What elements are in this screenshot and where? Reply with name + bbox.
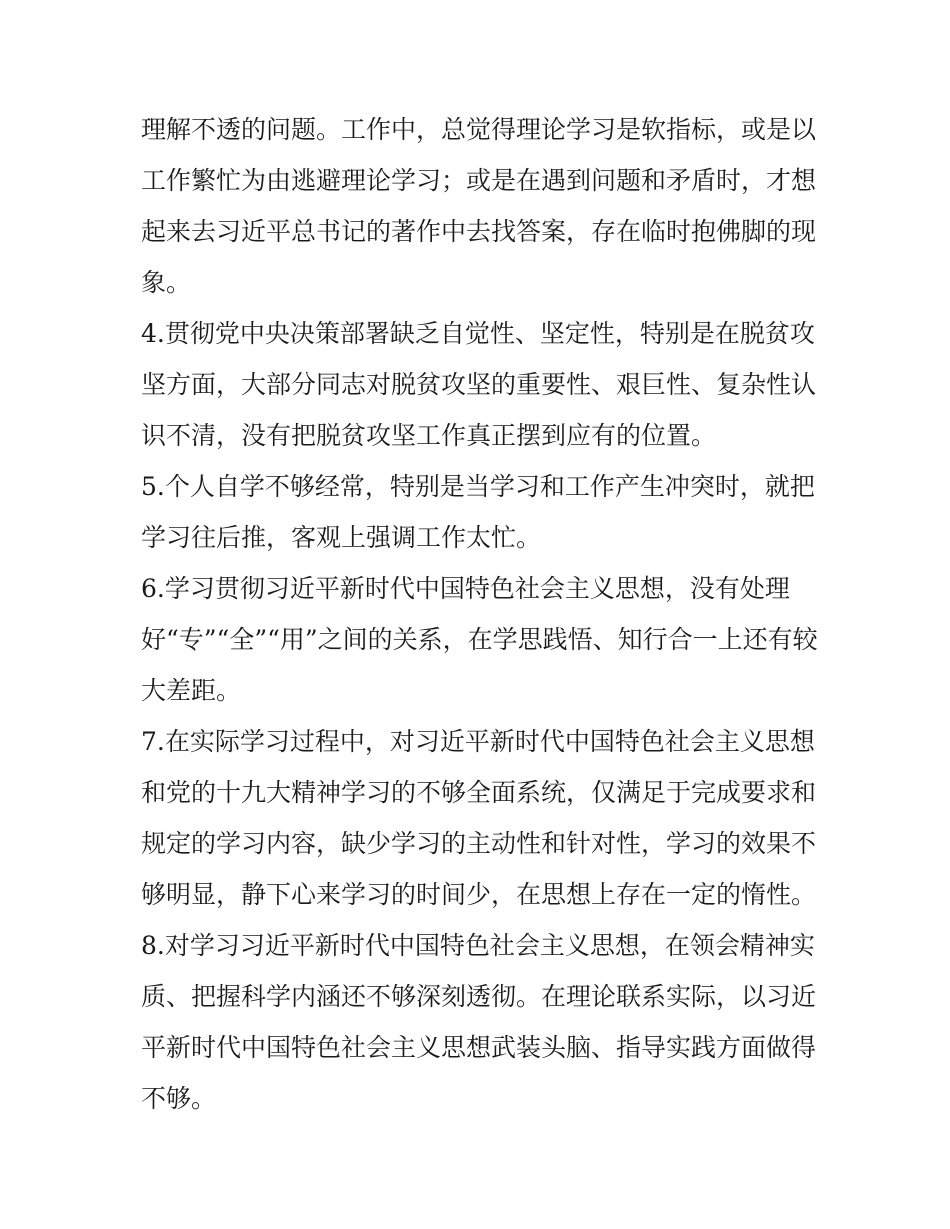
paragraph-item-7: 7.在实际学习过程中，对习近平新时代中国特色社会主义思想和党的十九大精神学习的不够全面系统，仅满足于完成要求和规定的学习内容，缺少学习的主动性和针对性，学习的效果不够明显，静下心来学习的时间少，在思想上存在一定的惰性。: [141, 727, 817, 909]
paragraph-item-4: 4.贯彻党中央决策部署缺乏自觉性、坚定性，特别是在脱贫攻坚方面，大部分同志对脱贫攻坚的重要性、艰巨性、复杂性认识不清，没有把脱贫攻坚工作真正摆到应有的位置。: [141, 319, 817, 450]
document-body: [141, 104, 821, 1124]
paragraph-item-5: 5.个人自学不够经常，特别是当学习和工作产生冲突时，就把学习往后推，客观上强调工作太忙。: [141, 472, 815, 552]
paragraph-item-8: 8.对学习习近平新时代中国特色社会主义思想，在领会精神实质、把握科学内涵还不够深刻透彻。在理论联系实际，以习近平新时代中国特色社会主义思想武装头脑、指导实践方面做得不够。: [141, 931, 817, 1113]
paragraph-item-6: 6.学习贯彻习近平新时代中国特色社会主义思想，没有处理好“专”“全”“用”之间的关系，在学思践悟、知行合一上还有较大差距。: [141, 574, 818, 705]
paragraph-continuation: 理解不透的问题。工作中，总觉得理论学习是软指标，或是以工作繁忙为由逃避理论学习；或是在遇到问题和矛盾时，才想起来去习近平总书记的著作中去找答案，存在临时抱佛脚的现象。: [141, 115, 817, 297]
